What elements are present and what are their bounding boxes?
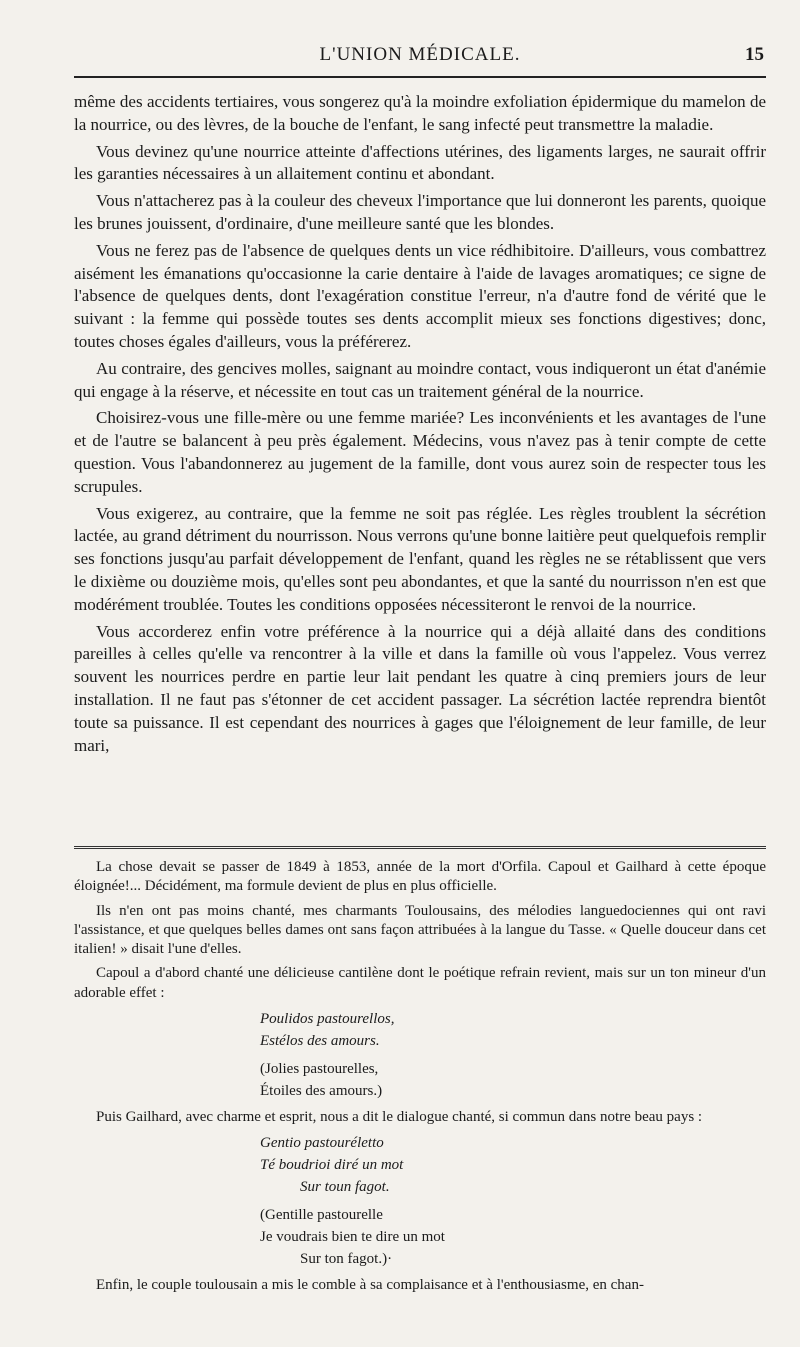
footnote-paragraph: Puis Gailhard, avec charme et esprit, nous a dit le dialogue chanté, si commun dans notre beau pays : xyxy=(96,1109,703,1126)
verse-line: (Gentille pastourelle xyxy=(260,1207,383,1224)
paragraph: Vous n'attacherez pas à la couleur des cheveux l'importance que lui donneront les parents, quoique les brunes jouissent, d'ordinaire, d'une meilleure santé que les blondes. xyxy=(74,191,766,233)
verse-line: Sur ton fagot.)· xyxy=(300,1251,393,1268)
verse-translation-2 xyxy=(74,1204,766,1270)
paragraph: Vous exigerez, au contraire, que la femme ne soit pas réglée. Les règles troublent la sécrétion lactée, au grand détriment du nourrisson. Nous verrons qu'une bonne laitière peut quelquefois remplir ses fonctions jusqu'au parfait développement de l'enfant, quand les règles ne se rétablissent que vers le dixième ou douzième mois, qu'elles sont peu abondantes, et que la santé du nourrisson n'en est que modérément troublée. Toutes les conditions opposées nécessiteront le renvoi de la nourrice. xyxy=(74,503,766,614)
footnote-rule xyxy=(74,846,766,849)
paragraph: Vous accorderez enfin votre préférence à la nourrice qui a déjà allaité dans des conditions pareilles à celles qu'elle va rencontrer à la ville et dans la famille où vous l'appelez. Vous verrez souvent les nourrices perdre en partie leur lait pendant les quatre à cinq premiers jours de leur installation. Il ne faut pas s'étonner de cet accident passager. La sécrétion lactée reprendra bientôt toute sa puissance. Il est cependant des nourrices à gages que l'éloignement de leur famille, de leur mari, xyxy=(74,621,766,755)
verse-line: Je voudrais bien te dire un mot xyxy=(260,1229,445,1246)
paragraph: même des accidents tertiaires, vous songerez qu'à la moindre exfoliation épidermique du mamelon de la nourrice, ou des lèvres, de la bouche de l'enfant, le sang infecté peut transmettre la maladie. xyxy=(74,92,766,134)
verse-line: (Jolies pastourelles, xyxy=(260,1061,379,1078)
verse-occitan-2 xyxy=(74,1132,766,1198)
verse-translation-1 xyxy=(74,1058,766,1102)
footnote-paragraph: Capoul a d'abord chanté une délicieuse cantilène dont le poétique refrain revient, mais sur un ton mineur d'un adorable effet : xyxy=(74,965,766,1001)
paragraph: Choisirez-vous une fille-mère ou une femme mariée? Les inconvénients et les avantages de l'une et de l'autre se balancent à peu près également. Médecins, vous n'avez pas à tenir compte de cette question. Vous l'abandonnerez au jugement de la famille, dont vous aurez soin de respecter tous les scrupules. xyxy=(74,408,766,496)
main-text xyxy=(74,91,766,761)
verse-line: Té boudrioi diré un mot xyxy=(260,1157,404,1174)
header-rule xyxy=(74,76,766,78)
verse-occitan-1 xyxy=(74,1008,766,1052)
verse-line: Gentio pastouréletto xyxy=(260,1135,384,1152)
verse-line: Poulidos pastourellos, xyxy=(260,1011,395,1028)
footnote-paragraph: Ils n'en ont pas moins chanté, mes charmants Toulousains, des mélodies languedociennes qui ont ravi l'assistance, et que quelques belles dames ont sans façon attribuées à la langue du Tasse. « Quelle douceur dans cet italien! » disait l'une d'elles. xyxy=(74,902,766,958)
paragraph: Au contraire, des gencives molles, saignant au moindre contact, vous indiqueront un état d'anémie qui engage à la réserve, et nécessite en tout cas un traitement général de la nourrice. xyxy=(74,358,766,401)
running-head xyxy=(74,40,766,76)
running-title: L'UNION MÉDICALE. xyxy=(319,44,521,65)
paragraph: Vous devinez qu'une nourrice atteinte d'affections utérines, des ligaments larges, ne saurait offrir les garanties nécessaires à un allaitement continu et abondant. xyxy=(74,141,766,184)
verse-line: Sur toun fagot. xyxy=(300,1179,390,1196)
footnote-paragraph: La chose devait se passer de 1849 à 1853, année de la mort d'Orfila. Capoul et Gailhard à cette époque éloignée!... Décidément, ma formule devient de plus en plus officielle. xyxy=(74,859,766,895)
paragraph: Vous ne ferez pas de l'absence de quelques dents un vice rédhibitoire. D'ailleurs, vous combattrez aisément les émanations qu'occasionne la carie dentaire à l'aide de lavages aromatiques; ce signe de l'absence de quelques dents, dont l'exagération constitue l'erreur, n'a d'autre fond de vérité que le suivant : la femme qui possède toutes ses dents accomplit mieux ses fonctions digestives; donc, toutes choses égales d'ailleurs, vous la préférerez. xyxy=(74,240,766,351)
verse-line: Étoiles des amours.) xyxy=(260,1083,383,1100)
verse-line: Estélos des amours. xyxy=(260,1033,380,1050)
footnote-paragraph: Enfin, le couple toulousain a mis le comble à sa complaisance et à l'enthousiasme, en chan- xyxy=(96,1277,644,1294)
page-number: 15 xyxy=(745,44,764,65)
feuilleton xyxy=(74,858,766,1301)
